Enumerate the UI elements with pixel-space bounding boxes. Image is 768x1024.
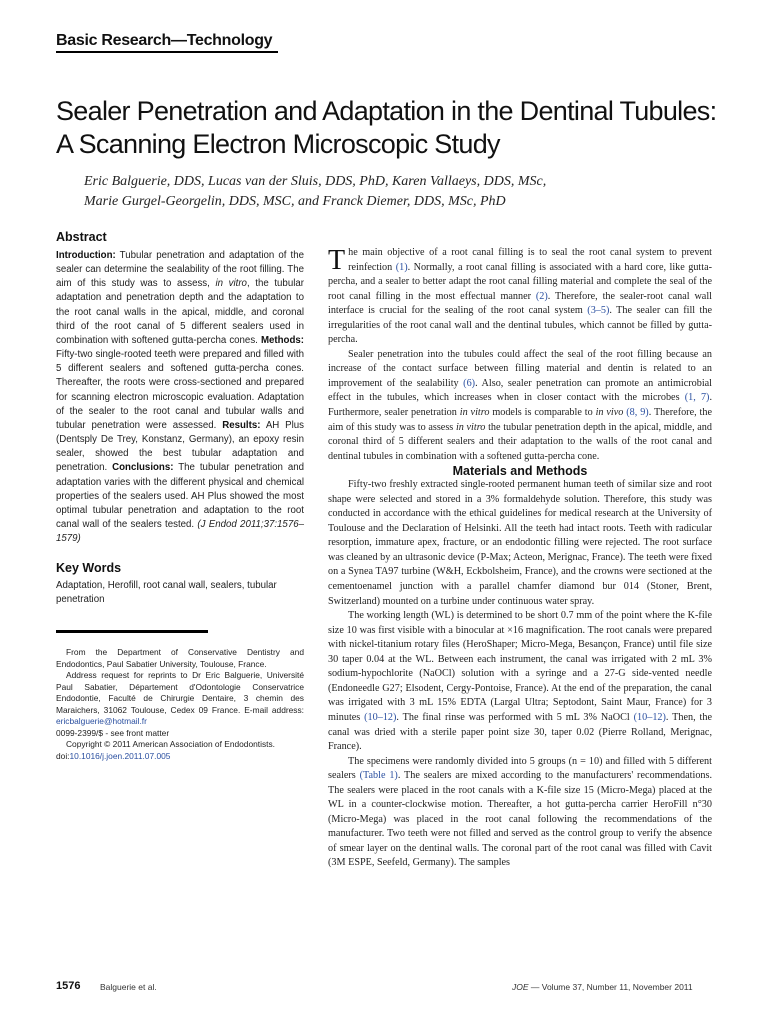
- main-body: [328, 246, 712, 871]
- abstract-body: [56, 249, 304, 546]
- section-label: Basic Research—Technology: [56, 32, 273, 49]
- body-paragraph-5: [328, 755, 712, 871]
- p2-text-c: . Furthermore, sealer penetration: [328, 392, 712, 419]
- results-label: Results:: [222, 419, 261, 431]
- p4-text-a: The working length (WL) is determined to be short 0.7 mm of the point where the K-file size 10 was first visible with a binocular at ×16 magnification. The root canals were prepared with nickel-titanium rotary files (HeroShaper; Micro-Mega, Besançon, France) until file size 30 taper 0.04 at the WL. Between each instrument, the canal was irrigated with 2 mL 3% sodium-hypochlorite (NaOCl) solution with a syringe and a 27-G side-vented needle (Endoneedle G27; Elsodent, Cergy-Pontoise, France). At the end of the preparation, the canal was irrigated with 3 mL 15% EDTA (Largal Ultra; Septodont, Saint Maur, France) for 3 minutes: [328, 610, 712, 723]
- footnote-address: Address request for reprints to Dr Eric Balguerie, Université Paul Sabatier, Département d'Odontologie Conservatrice Endodontie, Faculté de Chirurgie Dentaire, 3 chemin des Maraichers, 31062 Toulouse, Cedex 09 France. E-mail address:: [56, 670, 304, 715]
- p5-text-b: . The sealers are mixed according to the manufacturers' recommendations. The sealers were placed in the root canals with a K-file size 15 (Micro-Mega) placed at the WL in a counter-clockwise motion. Thereafter, a hot gutta-percha carrier HeroFill n°30 (Micro-Mega) was placed in the root canal following the recommendations of the manufacturer. Two teeth were not filled and served as the control group to verify the absence of smear layer on the dentinal walls. The coronal part of the root canal was filled with Cavit (3M ESPE, Seefeld, Germany). The samples: [328, 770, 713, 869]
- results-text: AH Plus (Dentsply De Trey, Konstanz, Germany), an epoxy resin sealer, showed the best tubular adaptation and penetration.: [56, 419, 304, 474]
- authors-line-1: Eric Balguerie, DDS, Lucas van der Sluis, DDS, PhD, Karen Vallaeys, DDS, MSc,: [84, 174, 547, 189]
- dropcap: T: [328, 245, 346, 276]
- ref-link[interactable]: (10–12): [364, 711, 397, 723]
- conclusions-label: Conclusions:: [112, 462, 174, 474]
- table-link[interactable]: (Table 1): [359, 770, 398, 782]
- p2-italic-1: in vitro: [459, 407, 490, 419]
- p2-italic-3: in vitro: [455, 421, 486, 433]
- body-paragraph-2: [328, 348, 712, 464]
- ref-link[interactable]: (1, 7): [684, 392, 710, 404]
- footer-authors: Balguerie et al.: [100, 982, 157, 992]
- journal-abbrev: JOE: [512, 982, 529, 992]
- ref-link[interactable]: (2): [535, 290, 548, 302]
- intro-text-a: Tubular penetration and adaptation of the sealer can determine the sealability of the root filling. The aim of this study was to assess,: [56, 250, 304, 290]
- methods-label: Methods:: [260, 334, 304, 346]
- materials-methods-heading: Materials and Methods: [452, 464, 588, 479]
- p4-text-b: . The final rinse was performed with 5 mL 3% NaOCl: [396, 711, 634, 723]
- page-number: 1576: [56, 980, 81, 992]
- abstract-heading: Abstract: [56, 230, 107, 244]
- ref-link[interactable]: (6): [463, 377, 476, 389]
- p2-text-b: . Also, sealer penetration can promote an antimicrobial effect in the tubules, which increases when in closer contact with the microbes: [328, 377, 713, 404]
- p4-text-c: . Then, the canal was dried with a sterile paper point size 30, taper 0.02 (Pierre Rolland, Merignac, France).: [328, 711, 712, 753]
- body-paragraph-3: Fifty-two freshly extracted single-rooted permanent human teeth of similar size and root shape were selected and stored in a 3% formaldehyde solution. Therefore, this study was conducted in accordance with the ethical guidelines for medical research at the University of Toulouse and the Declaration of Helsinki. All the teeth had intact roots. Teeth with radicular resorption, immature apex, fracture, or an endodontic filling were rejected. The root surface was cleaned by an ultrasonic device (P-Max; Acteon, Merignac, France). The teeth were fixed on a Synea TA97 turbine (W&H, Eckbolsheim, France), and the crowns were sectioned at the cementoenamel junction with a parallel chamfer diamond bur 014 (Stoner, Brent, Switzerland) mounted on a turbine under continuous water spray.: [328, 479, 712, 607]
- methods-text: Fifty-two single-rooted teeth were prepared and filled with 5 different sealers and softened gutta-percha cones. Thereafter, the roots were cross-sectioned and prepared for scanning electron microscopic evaluation. Adaptation of the sealer to the root canal and tubular walls and tubular penetration were assessed.: [56, 349, 304, 431]
- ref-link[interactable]: (3–5): [587, 305, 610, 317]
- doi-label: doi:: [56, 750, 70, 761]
- p2-text-f: the tubular penetration depth in the apical, middle, and coronal third of 5 different sealers and their adaptation to the walls of the root canal and dentinal tubules in combination with a softened gutta-percha cone.: [328, 421, 712, 462]
- p2-text-a: Sealer penetration into the tubules could affect the seal of the root filling because an increase of the contact surface between filling material and dentin is related to an improvement of the sealability: [328, 348, 712, 389]
- footnote: [56, 647, 304, 762]
- p2-text-d: models is comparable to: [489, 407, 596, 419]
- intro-label: Introduction:: [56, 250, 116, 261]
- p2-italic-2: in vivo: [595, 407, 624, 419]
- title-line-1: Sealer Penetration and Adaptation in the Dentinal Tubules:: [56, 96, 717, 126]
- intro-text-italic: in vitro: [215, 278, 247, 290]
- article-title: [56, 95, 736, 161]
- keywords-text: Adaptation, Herofill, root canal wall, sealers, tubular penetration: [56, 580, 277, 606]
- footnote-issn: 0099-2399/$ - see front matter: [56, 727, 170, 738]
- authors-line-2: Marie Gurgel-Georgelin, DDS, MSC, and Franck Diemer, DDS, MSc, PhD: [84, 194, 506, 209]
- p2-text-e: . Therefore, the aim of this study was to assess: [328, 407, 712, 433]
- body-paragraph-1: [328, 246, 712, 348]
- title-line-2: A Scanning Electron Microscopic Study: [56, 129, 500, 159]
- p1-text-a: he main objective of a root canal filling is to seal the root canal system to prevent reinfection: [348, 247, 712, 273]
- footnote-rule: [56, 630, 208, 633]
- keywords-heading: Key Words: [56, 561, 122, 575]
- conclusions-text: The tubular penetration and adaptation varies with the different physical and chemical properties of the sealers used. AH Plus showed the most optimal tubular penetration and adaptation to the root canal wall of the sealers tested.: [56, 462, 304, 530]
- email-link[interactable]: ericbalguerie@hotmail.fr: [56, 716, 147, 726]
- footnote-affiliation: From the Department of Conservative Dentistry and Endodontics, Paul Sabatier University, Toulouse, France.: [56, 647, 304, 669]
- doi-link[interactable]: 10.1016/j.joen.2011.07.005: [69, 750, 171, 761]
- footnote-copyright: Copyright © 2011 American Association of Endodontists.: [66, 739, 275, 749]
- abstract-citation: (J Endod 2011;37:1576–1579): [56, 518, 304, 545]
- author-list: [84, 172, 724, 212]
- ref-link[interactable]: (8, 9): [626, 407, 649, 419]
- p1-text-b: . Normally, a root canal filling is associated with a hard core, like gutta-percha, and a sealer to better adapt the root canal filling material and complete the seal of the root canal filling in the most effectual manner: [328, 261, 712, 302]
- p1-text-c: . Therefore, the sealer-root canal wall interface is crucial for the sealing of the root canal system: [328, 290, 712, 317]
- intro-text-b: , the tubular adaptation and penetration depth and the adaptation to the root canal walls in the apical, middle, and coronal third of the root canal of 5 different sealers used in combination with softened gutta-percha cones.: [56, 278, 304, 346]
- ref-link[interactable]: (10–12): [633, 711, 666, 723]
- footer-journal: [512, 982, 693, 992]
- ref-link[interactable]: (1): [395, 261, 408, 273]
- section-rule: [56, 51, 278, 53]
- body-paragraph-4: [328, 609, 712, 754]
- journal-issue: — Volume 37, Number 11, November 2011: [528, 982, 693, 992]
- p5-text-a: The specimens were randomly divided into 5 groups (n = 10) and filled with 5 different sealers: [328, 755, 712, 782]
- p1-text-d: . The sealer can fill the irregularities of the root canal wall and the dentinal tubules, which cannot be filled by gutta-percha.: [328, 305, 712, 346]
